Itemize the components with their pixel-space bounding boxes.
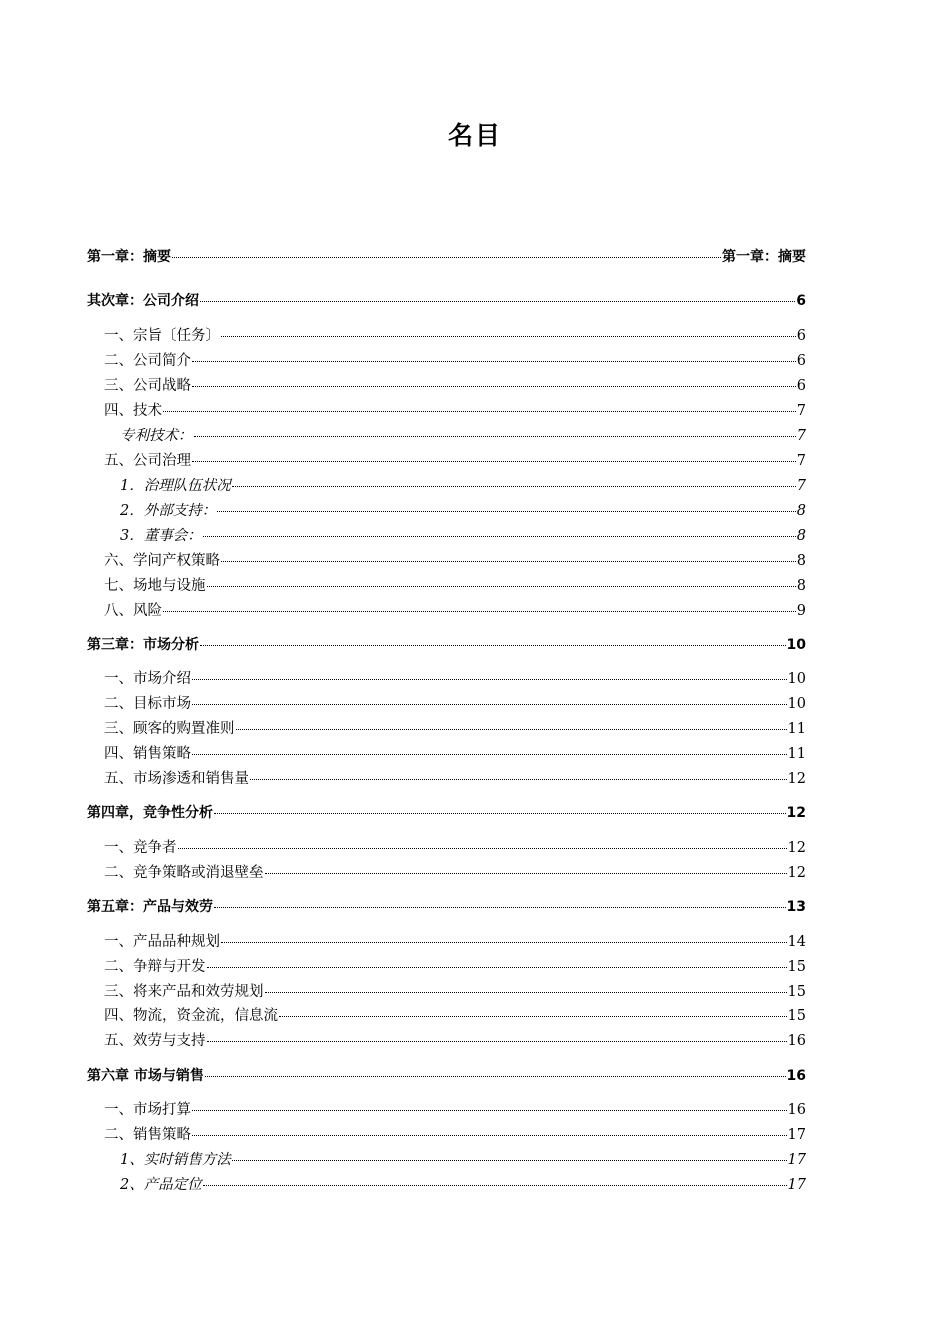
toc-entry[interactable] <box>120 476 806 496</box>
toc-entry[interactable] <box>120 526 806 546</box>
toc-entry-page: 8 <box>796 553 806 569</box>
toc-entry-page: 6 <box>796 293 806 309</box>
toc-entry[interactable] <box>87 247 806 267</box>
toc-entry[interactable] <box>104 669 806 689</box>
toc-entry-page: 7 <box>796 403 806 419</box>
toc-entry-label: 一、市场介绍 <box>104 671 191 687</box>
toc-dot-leader <box>192 679 787 680</box>
toc-entry-label: 四、技术 <box>104 403 162 419</box>
toc-dot-leader <box>192 361 796 362</box>
toc-entry[interactable] <box>120 501 806 521</box>
toc-entry-page: 15 <box>787 984 806 1000</box>
toc-entry-page: 14 <box>787 934 806 950</box>
toc-entry-label: 第三章：市场分析 <box>87 637 199 653</box>
toc-entry-label: 八、风险 <box>104 603 162 619</box>
toc-dot-leader <box>163 411 796 412</box>
toc-dot-leader <box>265 992 787 993</box>
toc-entry-label: 五、公司治理 <box>104 453 191 469</box>
toc-entry-page: 6 <box>796 378 806 394</box>
toc-entry[interactable] <box>120 1150 806 1170</box>
toc-entry-page: 10 <box>787 671 806 687</box>
toc-entry-label: 三、公司战略 <box>104 378 191 394</box>
toc-entry[interactable] <box>104 326 806 346</box>
toc-entry[interactable] <box>104 1006 806 1026</box>
toc-dot-leader <box>221 336 796 337</box>
toc-entry-label: 第四章，竞争性分析 <box>87 805 213 821</box>
toc-dot-leader <box>265 873 787 874</box>
toc-dot-leader <box>221 561 796 562</box>
toc-dot-leader <box>192 461 796 462</box>
toc-entry-page: 15 <box>787 1008 806 1024</box>
toc-dot-leader <box>250 779 787 780</box>
toc-entry-page: 12 <box>786 805 806 821</box>
toc-dot-leader <box>178 848 787 849</box>
toc-entry-page: 8 <box>796 528 806 544</box>
toc-dot-leader <box>192 754 787 755</box>
toc-entry-label: 二、争辩与开发 <box>104 959 206 975</box>
toc-entry-label: 三、顾客的购置准则 <box>104 721 235 737</box>
toc-entry-page: 16 <box>787 1102 806 1118</box>
toc-dot-leader <box>205 1076 786 1077</box>
toc-entry[interactable] <box>87 291 806 311</box>
toc-entry-page: 17 <box>787 1152 806 1168</box>
toc-entry[interactable] <box>104 769 806 789</box>
toc-entry[interactable] <box>104 451 806 471</box>
toc-dot-leader <box>214 907 786 908</box>
toc-entry-page: 6 <box>796 328 806 344</box>
toc-entry[interactable] <box>104 1125 806 1145</box>
toc-entry-label: 第一章：摘要 <box>87 249 171 265</box>
toc-entry[interactable] <box>120 426 806 446</box>
toc-dot-leader <box>203 536 796 537</box>
toc-entry-page: 9 <box>796 603 806 619</box>
toc-entry-page: 7 <box>796 428 806 444</box>
toc-dot-leader <box>172 257 721 258</box>
toc-entry[interactable] <box>104 982 806 1002</box>
toc-entry-label: 三、将来产品和效劳规划 <box>104 984 264 1000</box>
toc-entry-label: 一、宗旨〔任务〕 <box>104 328 220 344</box>
toc-entry[interactable] <box>120 1175 806 1195</box>
toc-entry-page: 7 <box>796 478 806 494</box>
toc-entry-page: 10 <box>786 637 806 653</box>
toc-entry-page: 15 <box>787 959 806 975</box>
toc-entry-label: 五、市场渗透和销售量 <box>104 771 249 787</box>
toc-entry[interactable] <box>104 401 806 421</box>
toc-entry-page: 第一章：摘要 <box>722 249 806 265</box>
toc-entry[interactable] <box>104 551 806 571</box>
toc-entry-label: 第六章 市场与销售 <box>87 1068 204 1084</box>
toc-dot-leader <box>194 436 796 437</box>
toc-dot-leader <box>207 967 787 968</box>
toc-dot-leader <box>192 704 787 705</box>
toc-entry-page: 16 <box>787 1033 806 1049</box>
toc-dot-leader <box>192 1135 787 1136</box>
toc-entry-label: 3．董事会： <box>120 528 202 544</box>
toc-dot-leader <box>203 1185 787 1186</box>
toc-entry-label: 二、公司简介 <box>104 353 191 369</box>
toc-dot-leader <box>236 729 787 730</box>
toc-entry-page: 12 <box>787 771 806 787</box>
toc-entry-page: 7 <box>796 453 806 469</box>
toc-dot-leader <box>221 942 787 943</box>
toc-dot-leader <box>214 813 786 814</box>
toc-entry-label: 专利技术： <box>120 428 193 444</box>
toc-entry-page: 12 <box>787 865 806 881</box>
toc-entry-label: 六、学问产权策略 <box>104 553 220 569</box>
toc-dot-leader <box>192 386 796 387</box>
toc-entry-page: 6 <box>796 353 806 369</box>
toc-dot-leader <box>192 1110 787 1111</box>
toc-dot-leader <box>279 1016 787 1017</box>
toc-entry[interactable] <box>87 897 806 917</box>
toc-dot-leader <box>232 486 796 487</box>
toc-entry-label: 二、竞争策略或消退壁垒 <box>104 865 264 881</box>
toc-entry-label: 第五章：产品与效劳 <box>87 899 213 915</box>
toc-entry-page: 17 <box>787 1177 806 1193</box>
toc-entry[interactable] <box>104 719 806 739</box>
toc-entry-label: 二、目标市场 <box>104 696 191 712</box>
toc-entry-page: 11 <box>787 721 806 737</box>
toc-entry[interactable] <box>104 863 806 883</box>
toc-entry[interactable] <box>104 694 806 714</box>
toc-entry-page: 8 <box>796 503 806 519</box>
toc-entry-label: 二、销售策略 <box>104 1127 191 1143</box>
toc-entry-label: 2．外部支持： <box>120 503 217 519</box>
toc-entry-label: 1、实时销售方法 <box>120 1152 231 1168</box>
toc-entry-page: 11 <box>787 746 806 762</box>
toc-entry-label: 其次章：公司介绍 <box>87 293 199 309</box>
toc-entry[interactable] <box>104 376 806 396</box>
toc-dot-leader <box>207 1041 787 1042</box>
toc-entry-page: 16 <box>786 1068 806 1084</box>
toc-entry-page: 13 <box>786 899 806 915</box>
toc-entry-label: 四、销售策略 <box>104 746 191 762</box>
toc-entry-label: 五、效劳与支持 <box>104 1033 206 1049</box>
toc-entry-label: 七、场地与设施 <box>104 578 206 594</box>
toc-entry-label: 一、市场打算 <box>104 1102 191 1118</box>
toc-entry[interactable] <box>104 351 806 371</box>
toc-entry-label: 四、物流，资金流，信息流 <box>104 1008 278 1024</box>
toc-entry[interactable] <box>104 838 806 858</box>
toc-dot-leader <box>200 301 795 302</box>
toc-entry[interactable] <box>104 601 806 621</box>
toc-entry-label: 2、产品定位 <box>120 1177 202 1193</box>
toc-entry-page: 10 <box>787 696 806 712</box>
toc-entry-page: 17 <box>787 1127 806 1143</box>
toc-entry[interactable] <box>104 744 806 764</box>
toc-dot-leader <box>217 511 796 512</box>
toc-entry[interactable] <box>104 1031 806 1051</box>
page-title: 名目 <box>447 121 502 150</box>
toc-entry-label: 一、竞争者 <box>104 840 177 856</box>
toc-entry[interactable] <box>104 932 806 952</box>
toc-entry[interactable] <box>87 635 806 655</box>
toc-entry-label: 一、产品品种规划 <box>104 934 220 950</box>
toc-dot-leader <box>200 645 786 646</box>
toc-entry[interactable] <box>87 803 806 823</box>
toc-dot-leader <box>232 1160 787 1161</box>
toc-entry[interactable] <box>104 957 806 977</box>
toc-entry[interactable] <box>87 1066 806 1086</box>
toc-entry-label: 1．治理队伍状况 <box>120 478 231 494</box>
toc-entry[interactable] <box>104 1100 806 1120</box>
toc-dot-leader <box>207 586 796 587</box>
toc-dot-leader <box>163 611 796 612</box>
toc-entry[interactable] <box>104 576 806 596</box>
toc-entry-page: 8 <box>796 578 806 594</box>
toc-entry-page: 12 <box>787 840 806 856</box>
